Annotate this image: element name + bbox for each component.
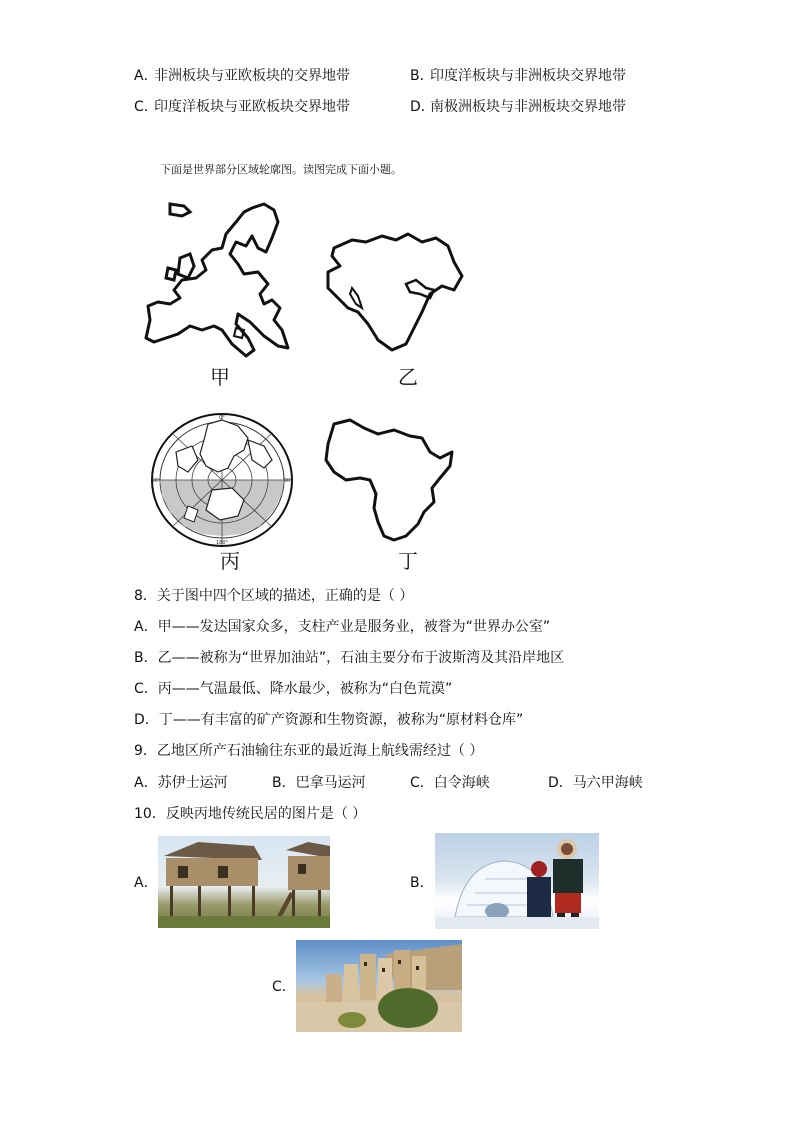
option-d-prev-text: 南极洲板块与非洲板块交界地带 [430, 99, 626, 115]
option-b-prev-text: 印度洋板块与非洲板块交界地带 [430, 68, 626, 84]
option-c-prev-text: 印度洋板块与亚欧板块交界地带 [154, 99, 350, 115]
option-b-prev: B． [410, 68, 434, 84]
question-9-option-b: B．巴拿马运河 [272, 775, 366, 791]
option-d-prev: D． [410, 99, 435, 115]
map-label-ding: 丁 [398, 549, 418, 573]
question-10-option-b-label: B． [410, 875, 434, 891]
map-label-bing: 丙 [220, 549, 240, 573]
svg-text:90°: 90° [151, 478, 161, 484]
question-8-option-d: D．丁——有丰富的矿产资源和生物资源，被称为“原材料仓库” [134, 712, 524, 728]
option-c-prev: C． [134, 99, 158, 115]
map-jia-europe [140, 198, 300, 363]
question-10-option-c-label: C． [272, 979, 296, 995]
question-8-stem: 8．关于图中四个区域的描述，正确的是（ ） [134, 588, 414, 604]
map-label-jia: 甲 [210, 365, 230, 389]
option-a-prev: A． [134, 68, 158, 84]
question-8-option-b: B．乙——被称为“世界加油站”，石油主要分布于波斯湾及其沿岸地区 [134, 650, 565, 666]
question-9-stem: 9．乙地区所产石油输往东亚的最近海上航线需经过（ ） [134, 743, 484, 759]
question-9-option-d: D．马六甲海峡 [548, 775, 643, 791]
option-a-prev-text: 非洲板块与亚欧板块的交界地带 [154, 68, 350, 84]
map-bing-polar [148, 410, 296, 550]
question-8-option-c: C．丙——气温最低、降水最少，被称为“白色荒漠” [134, 681, 453, 697]
section-intro: 下面是世界部分区域轮廓图。读图完成下面小题。 [160, 163, 402, 176]
svg-text:0°: 0° [219, 415, 225, 421]
svg-text:90°: 90° [283, 478, 293, 484]
map-yi-middle-east [322, 228, 472, 356]
photo-desert-towers [296, 940, 462, 1032]
map-ding-africa [322, 416, 458, 544]
question-9-option-c: C．白令海峡 [410, 775, 490, 791]
question-9-option-a: A．苏伊士运河 [134, 775, 228, 791]
question-8-option-a: A．甲——发达国家众多，支柱产业是服务业，被誉为“世界办公室” [134, 619, 551, 635]
question-10-option-a-label: A． [134, 875, 158, 891]
photo-stilt-houses [158, 836, 330, 928]
map-label-yi: 乙 [398, 365, 418, 389]
question-10-stem: 10．反映丙地传统民居的图片是（ ） [134, 806, 367, 822]
svg-text:180°: 180° [215, 540, 229, 546]
photo-igloo [435, 833, 599, 929]
